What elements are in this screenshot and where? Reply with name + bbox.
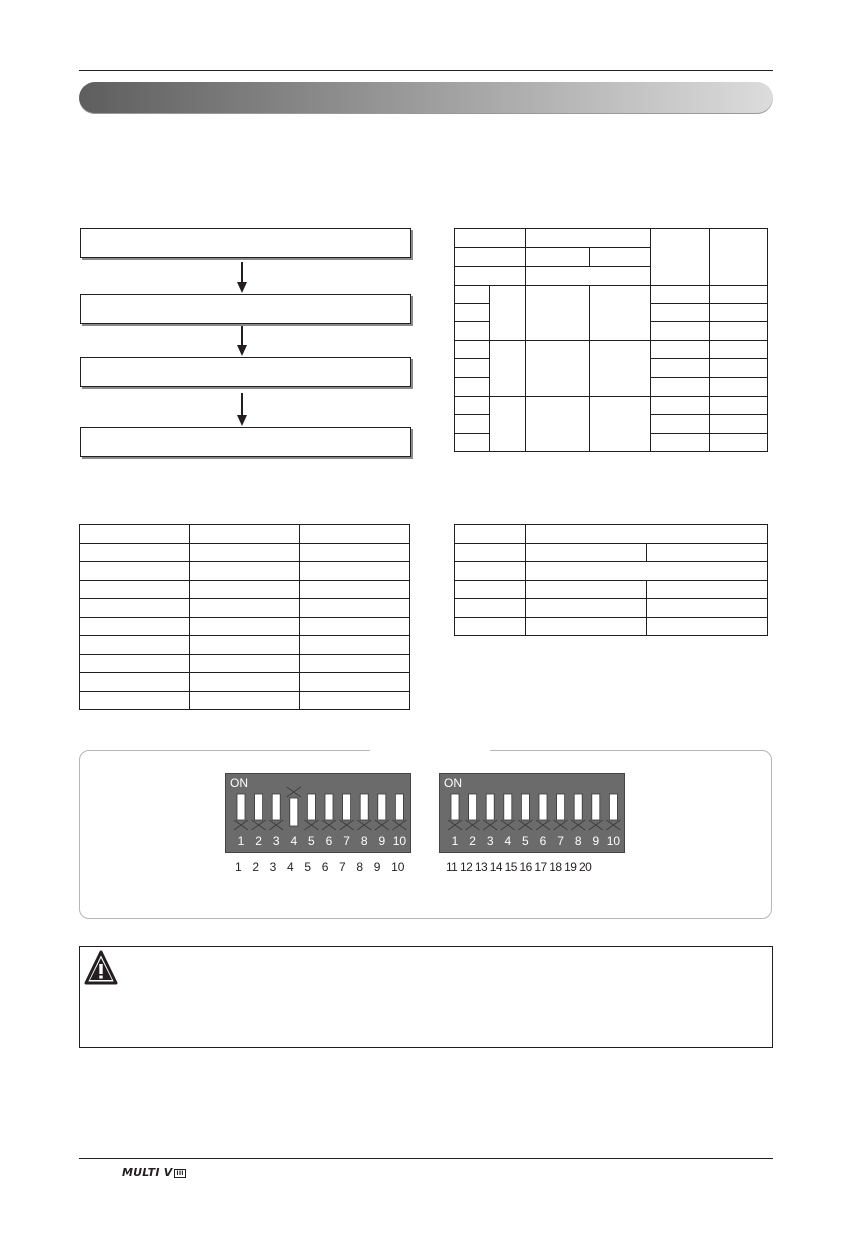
table-cell (455, 359, 490, 378)
table-cell (455, 267, 526, 286)
logo-text: MULTI V (122, 1166, 173, 1179)
table-cell (710, 304, 768, 322)
table-cell (455, 415, 490, 434)
dip-slot-7 (554, 794, 568, 848)
dip-slot-2 (252, 794, 266, 848)
table-cell (526, 562, 768, 581)
flow-step-3 (80, 357, 411, 387)
dip-slot-label: 1 (451, 834, 459, 848)
flow-step-1 (80, 228, 411, 258)
table-cell (710, 397, 768, 415)
settings-table-b (79, 524, 410, 710)
dip-slot-label: 3 (486, 834, 494, 848)
table-cell (590, 248, 651, 267)
dip-slot-label: 7 (557, 834, 564, 848)
table-cell (80, 525, 190, 544)
table-cell (190, 544, 300, 562)
dip-slot-9 (375, 794, 389, 848)
table-cell (490, 341, 526, 397)
dip-slot-4 (287, 787, 301, 848)
dip-slot-label: 5 (522, 834, 529, 848)
table-cell (300, 692, 410, 710)
table-cell (300, 562, 410, 581)
table-cell (190, 618, 300, 636)
table-cell (80, 673, 190, 692)
table-cell (300, 655, 410, 673)
table-cell (455, 525, 526, 544)
table-cell (455, 397, 490, 415)
table-cell (455, 544, 526, 562)
dip-slot-label: 8 (360, 834, 368, 848)
arrow-down-icon (237, 262, 247, 294)
dip-slots (226, 774, 412, 854)
table-cell (300, 618, 410, 636)
table-cell (455, 378, 490, 397)
dip-slot-1 (234, 794, 248, 848)
table-cell (455, 581, 526, 599)
table-cell (80, 562, 190, 581)
table-cell (647, 618, 768, 636)
dip-slot-6 (536, 794, 550, 848)
table-cell (526, 599, 647, 618)
table-cell (190, 673, 300, 692)
table-cell (300, 544, 410, 562)
table-cell (526, 544, 647, 562)
table-cell (80, 655, 190, 673)
table-cell (300, 525, 410, 544)
dip-slot-6 (322, 794, 336, 848)
table-cell (651, 378, 710, 397)
dip-slot-label: 6 (539, 834, 547, 848)
table-cell (710, 341, 768, 359)
table-cell (300, 599, 410, 618)
table-cell (455, 341, 490, 359)
dip-slot-7 (340, 794, 354, 848)
dip-slot-8 (357, 794, 371, 848)
dip-switch-panel (79, 750, 772, 919)
table-cell (651, 304, 710, 322)
dip-slot-1 (448, 794, 462, 848)
table-cell (590, 286, 651, 341)
table-cell (651, 397, 710, 415)
header-rule (79, 70, 773, 71)
table-cell (651, 359, 710, 378)
table-cell (651, 229, 710, 286)
table-cell (80, 636, 190, 655)
flow-step-4 (80, 427, 411, 457)
dip-slot-label: 9 (592, 834, 600, 848)
dip-slot-2 (466, 794, 480, 848)
dip-slot-label: 1 (237, 834, 245, 848)
logo-badge: III (176, 1170, 184, 1177)
arrow-down-icon (237, 393, 247, 427)
caution-box (79, 946, 773, 1048)
table-cell (190, 599, 300, 618)
table-cell (455, 322, 490, 341)
dip-slot-label: 3 (272, 834, 280, 848)
table-cell (455, 599, 526, 618)
table-cell (526, 618, 647, 636)
table-cell (80, 618, 190, 636)
warning-triangle-icon (84, 950, 118, 986)
panel-title-gap (370, 748, 490, 754)
table-cell (80, 599, 190, 618)
table-cell (490, 286, 526, 341)
table-cell (590, 397, 651, 452)
dip-slot-label: 6 (325, 834, 333, 848)
dip-switch-b (439, 773, 625, 853)
table-cell (455, 286, 490, 304)
table-cell (190, 636, 300, 655)
dip-slot-5 (518, 794, 532, 848)
table-cell (80, 692, 190, 710)
dip-slot-label: 7 (343, 834, 350, 848)
table-cell (300, 581, 410, 599)
table-cell (647, 544, 768, 562)
dip-slot-3 (483, 794, 497, 848)
settings-table-c (454, 524, 768, 636)
table-cell (190, 581, 300, 599)
dip-slot-label: 9 (378, 834, 386, 848)
table-cell (651, 286, 710, 304)
footer-rule (79, 1158, 773, 1159)
table-cell (455, 618, 526, 636)
dip-slot-10 (606, 794, 620, 848)
brand-logo (122, 1166, 186, 1179)
dip-slot-10 (392, 794, 406, 848)
table-cell (710, 286, 768, 304)
table-cell (300, 673, 410, 692)
dip-slot-4 (501, 794, 515, 848)
dip-slot-label: 4 (504, 834, 512, 848)
flow-step-2 (80, 294, 411, 324)
table-cell (526, 248, 590, 267)
table-cell (455, 434, 490, 452)
table-cell (651, 341, 710, 359)
table-cell (651, 434, 710, 452)
table-cell (490, 397, 526, 452)
table-cell (80, 581, 190, 599)
dip-on-label: ON (230, 776, 248, 790)
dip-on-label: ON (444, 776, 462, 790)
arrow-down-icon (237, 326, 247, 357)
dip-slot-3 (269, 794, 283, 848)
dip-slot-label: 4 (290, 834, 298, 848)
table-cell (710, 378, 768, 397)
table-cell (710, 322, 768, 341)
section-banner (79, 82, 773, 114)
table-cell (455, 248, 526, 267)
dip-slot-9 (589, 794, 603, 848)
dip-slot-5 (304, 794, 318, 848)
dip-slot-label: 2 (469, 834, 476, 848)
table-cell (651, 415, 710, 434)
table-cell (526, 397, 590, 452)
table-cell (455, 562, 526, 581)
dip-slot-label: 10 (392, 834, 407, 848)
settings-table-a (454, 228, 768, 452)
table-cell (647, 581, 768, 599)
dip-slots (440, 774, 626, 854)
dip-slot-8 (571, 794, 585, 848)
table-cell (190, 692, 300, 710)
table-cell (647, 599, 768, 618)
table-cell (526, 581, 647, 599)
dip-b-external-numbers: 11 12 13 14 15 16 17 18 19 20 (446, 860, 592, 874)
dip-slot-label: 8 (574, 834, 582, 848)
table-cell (526, 341, 590, 397)
table-cell (80, 544, 190, 562)
table-cell (455, 304, 490, 322)
dip-slot-label: 10 (606, 834, 621, 848)
table-cell (651, 322, 710, 341)
table-cell (455, 229, 526, 248)
table-cell (190, 562, 300, 581)
table-cell (526, 525, 768, 544)
dip-switch-a (225, 773, 411, 853)
table-cell (710, 415, 768, 434)
table-cell (710, 229, 768, 286)
table-cell (526, 229, 651, 248)
table-cell (710, 359, 768, 378)
dip-slot-label: 2 (255, 834, 262, 848)
dip-slot-label: 5 (308, 834, 315, 848)
dip-a-external-numbers: 1 2 3 4 5 6 7 8 9 10 (235, 860, 405, 874)
table-cell (190, 655, 300, 673)
table-cell (526, 267, 651, 286)
table-cell (300, 636, 410, 655)
table-cell (590, 341, 651, 397)
table-cell (526, 286, 590, 341)
table-cell (710, 434, 768, 452)
table-cell (190, 525, 300, 544)
